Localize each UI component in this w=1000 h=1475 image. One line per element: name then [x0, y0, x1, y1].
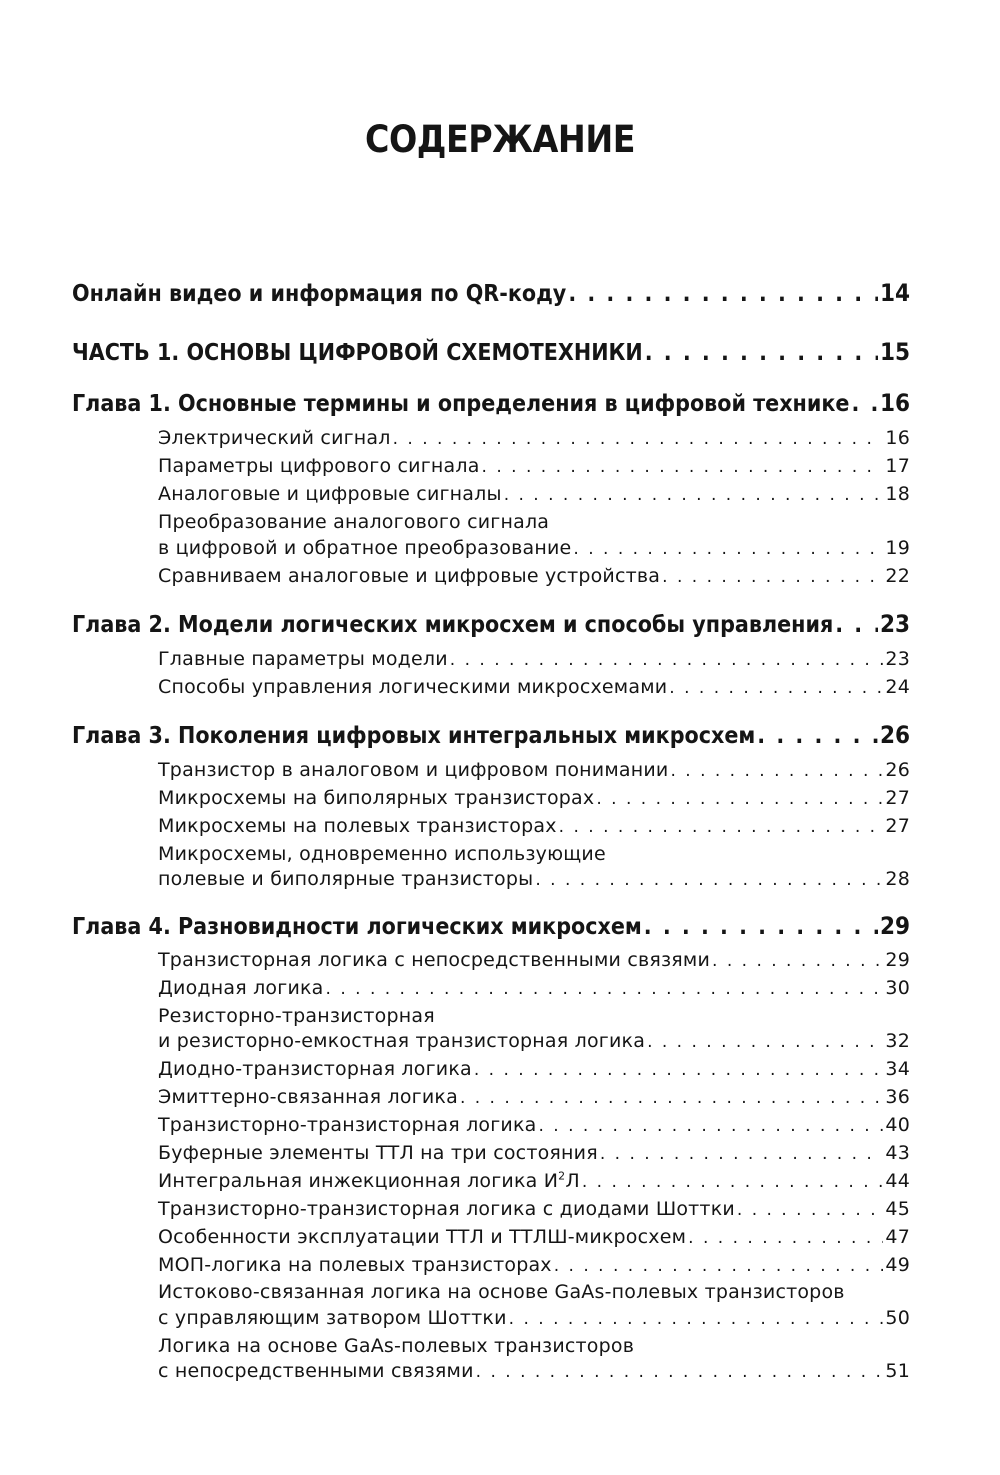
toc-entry-page: 22	[885, 565, 910, 587]
toc-entry-label: Диодная логика	[158, 977, 324, 999]
toc-entry-page: 15	[879, 338, 910, 366]
toc-entry-page: 47	[885, 1226, 910, 1248]
toc-entry-label: МОП-логика на полевых транзисторах	[158, 1254, 552, 1276]
toc-entry-label: Электрический сигнал	[158, 427, 391, 449]
toc-chapter-4[interactable]	[72, 912, 910, 940]
toc-entry-page: 26	[885, 759, 910, 781]
toc-entry-page: 51	[885, 1360, 910, 1382]
toc-chapter-page: 23	[879, 610, 910, 638]
toc-chapter-3[interactable]	[72, 721, 910, 749]
toc-entry-label: Микросхемы на биполярных транзисторах	[158, 787, 595, 809]
toc-entry-label: Транзисторно-транзисторная логика с диодами Шоттки	[158, 1198, 735, 1220]
dot-leader	[757, 723, 878, 749]
toc-entry[interactable]	[158, 1198, 910, 1220]
toc-entry-label: с управляющим затвором Шоттки	[158, 1307, 507, 1329]
toc-chapter-label: Глава 2. Модели логических микросхем и способы управления	[72, 612, 834, 638]
toc-entry-label-line: Преобразование аналогового сигнала	[158, 511, 550, 533]
toc-entry-label: полевые и биполярные транзисторы	[158, 868, 534, 890]
toc-entry-label: Эмиттерно-связанная логика	[158, 1086, 458, 1108]
toc-entry-page: 19	[885, 537, 910, 559]
toc-entry-page: 40	[885, 1114, 910, 1136]
toc-entry-label: Особенности эксплуатации ТТЛ и ТТЛШ-микросхем	[158, 1226, 687, 1248]
toc-entry-page: 18	[885, 483, 910, 505]
toc-entry-label-line: Микросхемы, одновременно использующие	[158, 843, 606, 865]
toc-entry[interactable]	[158, 787, 910, 809]
dot-leader	[568, 281, 878, 307]
toc-chapter-2[interactable]	[72, 610, 910, 638]
dot-leader	[573, 539, 883, 559]
toc-entry-label: Буферные элементы ТТЛ на три состояния	[158, 1142, 598, 1164]
dot-leader	[600, 1144, 884, 1164]
toc-entry-page: 24	[885, 676, 910, 698]
toc-entry-label-text: Интегральная инжекционная логика И	[158, 1170, 559, 1192]
toc-entry-page: 27	[885, 787, 910, 809]
toc-entry-page: 50	[885, 1307, 910, 1329]
toc-chapter-page: 16	[879, 389, 910, 417]
toc-entry-label: Транзисторная логика с непосредственными связями	[158, 949, 711, 971]
toc-chapter-page: 29	[879, 912, 910, 940]
dot-leader	[559, 817, 884, 837]
dot-leader	[504, 485, 884, 505]
dot-leader	[688, 1228, 883, 1248]
toc-entry-label-line: Резисторно-транзисторная	[158, 1005, 435, 1027]
toc-entry[interactable]	[158, 1114, 910, 1136]
toc-entry-label-line: Истоково-связанная логика на основе GaAs-полевых транзисторов	[158, 1281, 845, 1303]
toc-entry[interactable]	[158, 1360, 910, 1382]
toc-entry[interactable]	[158, 815, 910, 837]
toc-entry-page: 34	[885, 1058, 910, 1080]
dot-leader	[509, 1309, 884, 1329]
toc-entry-label-line: Логика на основе GaAs-полевых транзисторов	[158, 1335, 635, 1357]
toc-chapter-1[interactable]	[72, 389, 910, 417]
toc-entry-label: в цифровой и обратное преобразование	[158, 537, 572, 559]
dot-leader	[482, 457, 884, 477]
toc-entry-page: 45	[885, 1198, 910, 1220]
toc-entry[interactable]	[158, 868, 910, 890]
dot-leader	[326, 979, 884, 999]
toc-entry-page: 27	[885, 815, 910, 837]
dot-leader	[851, 391, 878, 417]
toc-entry-page: 30	[885, 977, 910, 999]
toc-entry[interactable]	[158, 565, 910, 587]
dot-leader	[644, 914, 878, 940]
dot-leader	[450, 650, 884, 670]
toc-entry-label: Онлайн видео и информация по QR-коду	[72, 281, 567, 307]
toc-entry[interactable]	[158, 1170, 910, 1192]
toc-entry-page: 14	[879, 279, 910, 307]
toc-entry-label	[158, 1170, 580, 1192]
toc-entry[interactable]	[158, 949, 910, 971]
dot-leader	[460, 1088, 883, 1108]
dot-leader	[662, 567, 883, 587]
toc-entry-label: Главные параметры модели	[158, 648, 448, 670]
toc-entry[interactable]	[158, 1142, 910, 1164]
toc-entry[interactable]	[158, 676, 910, 698]
dot-leader	[670, 761, 883, 781]
toc-entry-page: 44	[885, 1170, 910, 1192]
dot-leader	[647, 1032, 883, 1052]
toc-entry[interactable]	[158, 648, 910, 670]
toc-entry[interactable]	[158, 759, 910, 781]
toc-entry[interactable]	[158, 455, 910, 477]
toc-entry-label-tail: Л	[565, 1170, 580, 1192]
toc-entry-label: Аналоговые и цифровые сигналы	[158, 483, 502, 505]
toc-entry-page: 32	[885, 1030, 910, 1052]
dot-leader	[474, 1060, 884, 1080]
dot-leader	[669, 678, 883, 698]
dot-leader	[538, 1116, 883, 1136]
toc-entry-label: Диодно-транзисторная логика	[158, 1058, 472, 1080]
toc-entry[interactable]	[158, 1030, 910, 1052]
toc-chapter-page: 26	[879, 721, 910, 749]
toc-entry[interactable]	[158, 427, 910, 449]
toc-entry-label: ЧАСТЬ 1. ОСНОВЫ ЦИФРОВОЙ СХЕМОТЕХНИКИ	[72, 340, 643, 366]
toc-entry-label: Параметры цифрового сигнала	[158, 455, 480, 477]
dot-leader	[582, 1172, 884, 1192]
toc-chapter-label: Глава 4. Разновидности логических микросхем	[72, 914, 642, 940]
superscript: 2	[558, 1169, 566, 1183]
dot-leader	[554, 1256, 884, 1276]
toc-entry[interactable]	[158, 1086, 910, 1108]
toc-entry-page: 43	[885, 1142, 910, 1164]
toc-entry-page: 29	[885, 949, 910, 971]
toc-entry-label: и резисторно-емкостная транзисторная логика	[158, 1030, 646, 1052]
toc-entry-label: Транзистор в аналоговом и цифровом понимании	[158, 759, 669, 781]
toc-chapter-label: Глава 1. Основные термины и определения в цифровой технике	[72, 391, 850, 417]
toc-entry[interactable]	[158, 1307, 910, 1329]
toc-chapter-label: Глава 3. Поколения цифровых интегральных микросхем	[72, 723, 756, 749]
dot-leader	[535, 870, 883, 890]
toc-entry-intro[interactable]	[72, 279, 910, 307]
page-title: СОДЕРЖАНИЕ	[364, 118, 636, 161]
dot-leader	[596, 789, 883, 809]
toc-entry-part-1[interactable]	[72, 338, 910, 366]
toc-entry-page: 16	[885, 427, 910, 449]
toc-entry-page: 49	[885, 1254, 910, 1276]
toc-entry-label: Транзисторно-транзисторная логика	[158, 1114, 537, 1136]
toc-entry-page: 28	[885, 868, 910, 890]
dot-leader	[393, 429, 884, 449]
toc-entry-label: с непосредственными связями	[158, 1360, 474, 1382]
toc-entry[interactable]	[158, 1058, 910, 1080]
toc-entry[interactable]	[158, 1254, 910, 1276]
dot-leader	[712, 951, 883, 971]
toc-entry-page: 17	[885, 455, 910, 477]
toc-entry[interactable]	[158, 537, 910, 559]
toc-entry-label: Сравниваем аналоговые и цифровые устройства	[158, 565, 661, 587]
toc-entry-page: 36	[885, 1086, 910, 1108]
dot-leader	[737, 1200, 884, 1220]
dot-leader	[835, 612, 878, 638]
toc-entry[interactable]	[158, 1226, 910, 1248]
toc-entry[interactable]	[158, 483, 910, 505]
dot-leader	[645, 340, 878, 366]
toc-entry[interactable]	[158, 977, 910, 999]
toc-entry-label: Микросхемы на полевых транзисторах	[158, 815, 557, 837]
toc-entry-page: 23	[885, 648, 910, 670]
dot-leader	[476, 1362, 884, 1382]
toc-entry-label: Способы управления логическими микросхемами	[158, 676, 668, 698]
